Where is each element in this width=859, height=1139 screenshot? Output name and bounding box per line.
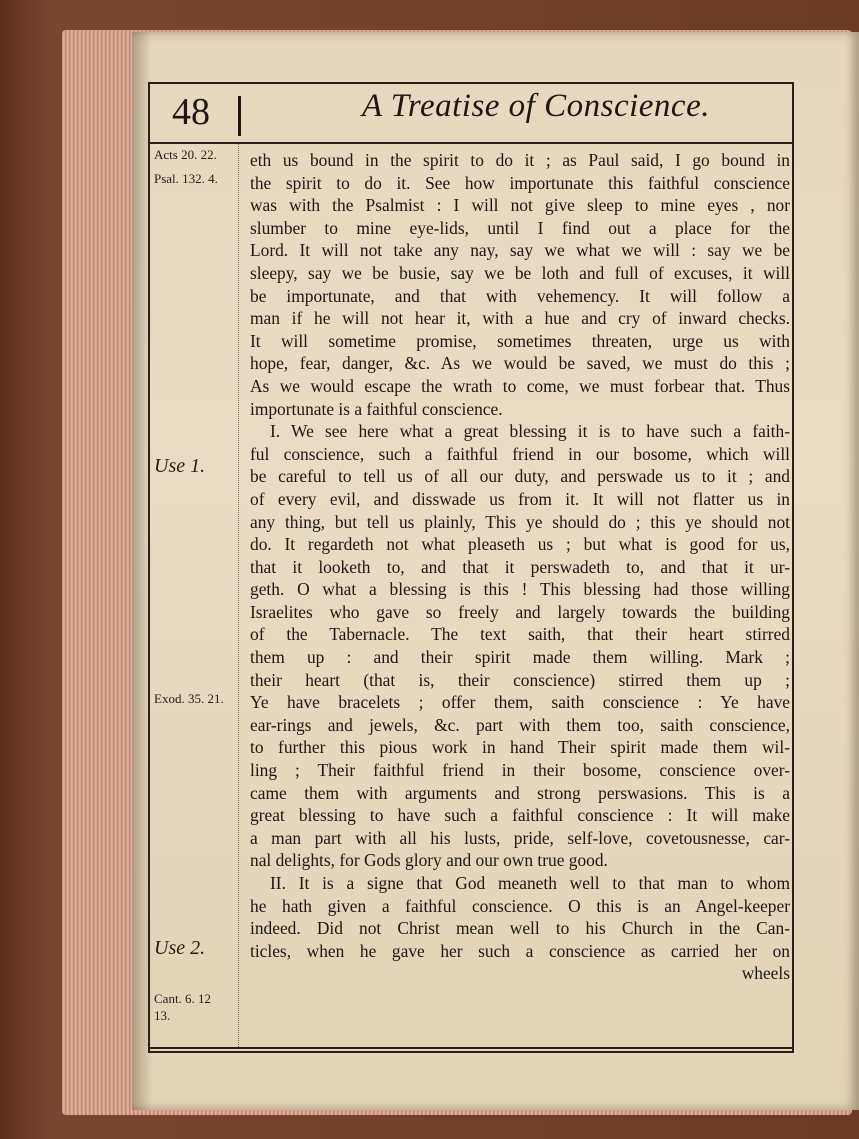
- text-line: the spirit to do it. See how importunate this faithful conscience: [250, 172, 790, 193]
- text-line: importunate is a faithful conscience.: [250, 398, 503, 419]
- margin-note-use-2: Use 2.: [154, 937, 206, 959]
- text-line: be importunate, and that with vehemency. It will follow a: [250, 285, 790, 306]
- catchword: wheels: [741, 963, 790, 984]
- text-line: of every evil, and disswade us from it. It will not flatter us in: [250, 488, 790, 509]
- text-line: It will sometime promise, sometimes threaten, urge us with: [250, 330, 790, 351]
- text-line: them up : and their spirit made them willing. Mark ;: [250, 647, 790, 668]
- text-line: ticles, when he gave her such a conscience as carried her on: [250, 940, 790, 961]
- text-line: Israelites who gave so freely and largely towards the building: [250, 601, 790, 622]
- text-line: to further this pious work in hand Their spirit made them wil-: [250, 737, 790, 758]
- text-line: nal delights, for Gods glory and our own true good.: [250, 850, 608, 871]
- running-title: A Treatise of Conscience.: [362, 88, 710, 124]
- margin-note-exodus: Exod. 35. 21.: [154, 691, 224, 706]
- margin-note-acts: Acts 20. 22.: [154, 147, 217, 162]
- column-rule: [238, 144, 239, 1047]
- text-line: hope, fear, danger, &c. As we would be saved, we must do this ;: [250, 353, 790, 374]
- text-line: their heart (that is, their conscience) stirred them up ;: [250, 669, 790, 690]
- text-line: ful conscience, such a faithful friend in our bosome, which will: [250, 443, 790, 464]
- bottom-rule: [148, 1047, 792, 1049]
- text-line: he hath given a faithful conscience. O this is an Angel-keeper: [250, 895, 790, 916]
- text-line: Ye have bracelets ; offer them, saith conscience : Ye have: [250, 692, 790, 713]
- margin-note-psalm: Psal. 132. 4.: [154, 171, 218, 186]
- book-page: [132, 32, 859, 1110]
- text-line: II. It is a signe that God meaneth well to that man to whom: [270, 873, 790, 893]
- text-line: As we would escape the wrath to come, we must forbear that. Thus: [250, 375, 790, 396]
- header-divider: [238, 96, 241, 136]
- text-line: do. It regardeth not what pleaseth us ; but what is good for us,: [250, 534, 790, 555]
- margin-note-use-1: Use 1.: [154, 455, 206, 477]
- text-line: great blessing to have such a faithful conscience : It will make: [250, 805, 790, 826]
- page-number: 48: [172, 91, 210, 133]
- text-line: sleepy, say we be busie, say we be loth and full of excuses, it will: [250, 262, 790, 283]
- margin-note-canticles: Cant. 6. 12 13.: [154, 991, 212, 1023]
- text-line: indeed. Did not Christ mean well to his Church in the Can-: [250, 918, 790, 939]
- text-line: ear-rings and jewels, &c. part with them too, saith conscience,: [250, 714, 790, 735]
- gutter-shadow: [132, 32, 152, 1110]
- text-line: ling ; Their faithful friend in their bosome, conscience over-: [250, 760, 790, 781]
- header-rule: [148, 142, 792, 144]
- body-text: [250, 149, 790, 985]
- text-line: eth us bound in the spirit to do it ; as Paul said, I go bound in: [250, 150, 790, 170]
- text-line: be careful to tell us of all our duty, and perswade us to it ; and: [250, 466, 790, 487]
- text-line: of the Tabernacle. The text saith, that their heart stirred: [250, 624, 790, 645]
- text-line: Lord. It will not take any nay, say we what we will : say we be: [250, 240, 790, 261]
- text-line: that it looketh to, and that it perswadeth to, and that it ur-: [250, 556, 790, 577]
- text-line: any thing, but tell us plainly, This ye should do ; this ye should not: [250, 511, 790, 532]
- text-line: was with the Psalmist : I will not give sleep to mine eyes , nor: [250, 195, 790, 216]
- text-line: a man part with all his lusts, pride, self-love, covetousnesse, car-: [250, 827, 790, 848]
- text-line: man if he will not hear it, with a hue and cry of inward checks.: [250, 308, 790, 329]
- text-line: came them with arguments and strong perswasions. This is a: [250, 782, 790, 803]
- text-line: I. We see here what a great blessing it is to have such a faith-: [270, 421, 790, 442]
- text-line: geth. O what a blessing is this ! This blessing had those willing: [250, 579, 790, 600]
- text-line: slumber to mine eye-lids, until I find out a place for the: [250, 217, 790, 238]
